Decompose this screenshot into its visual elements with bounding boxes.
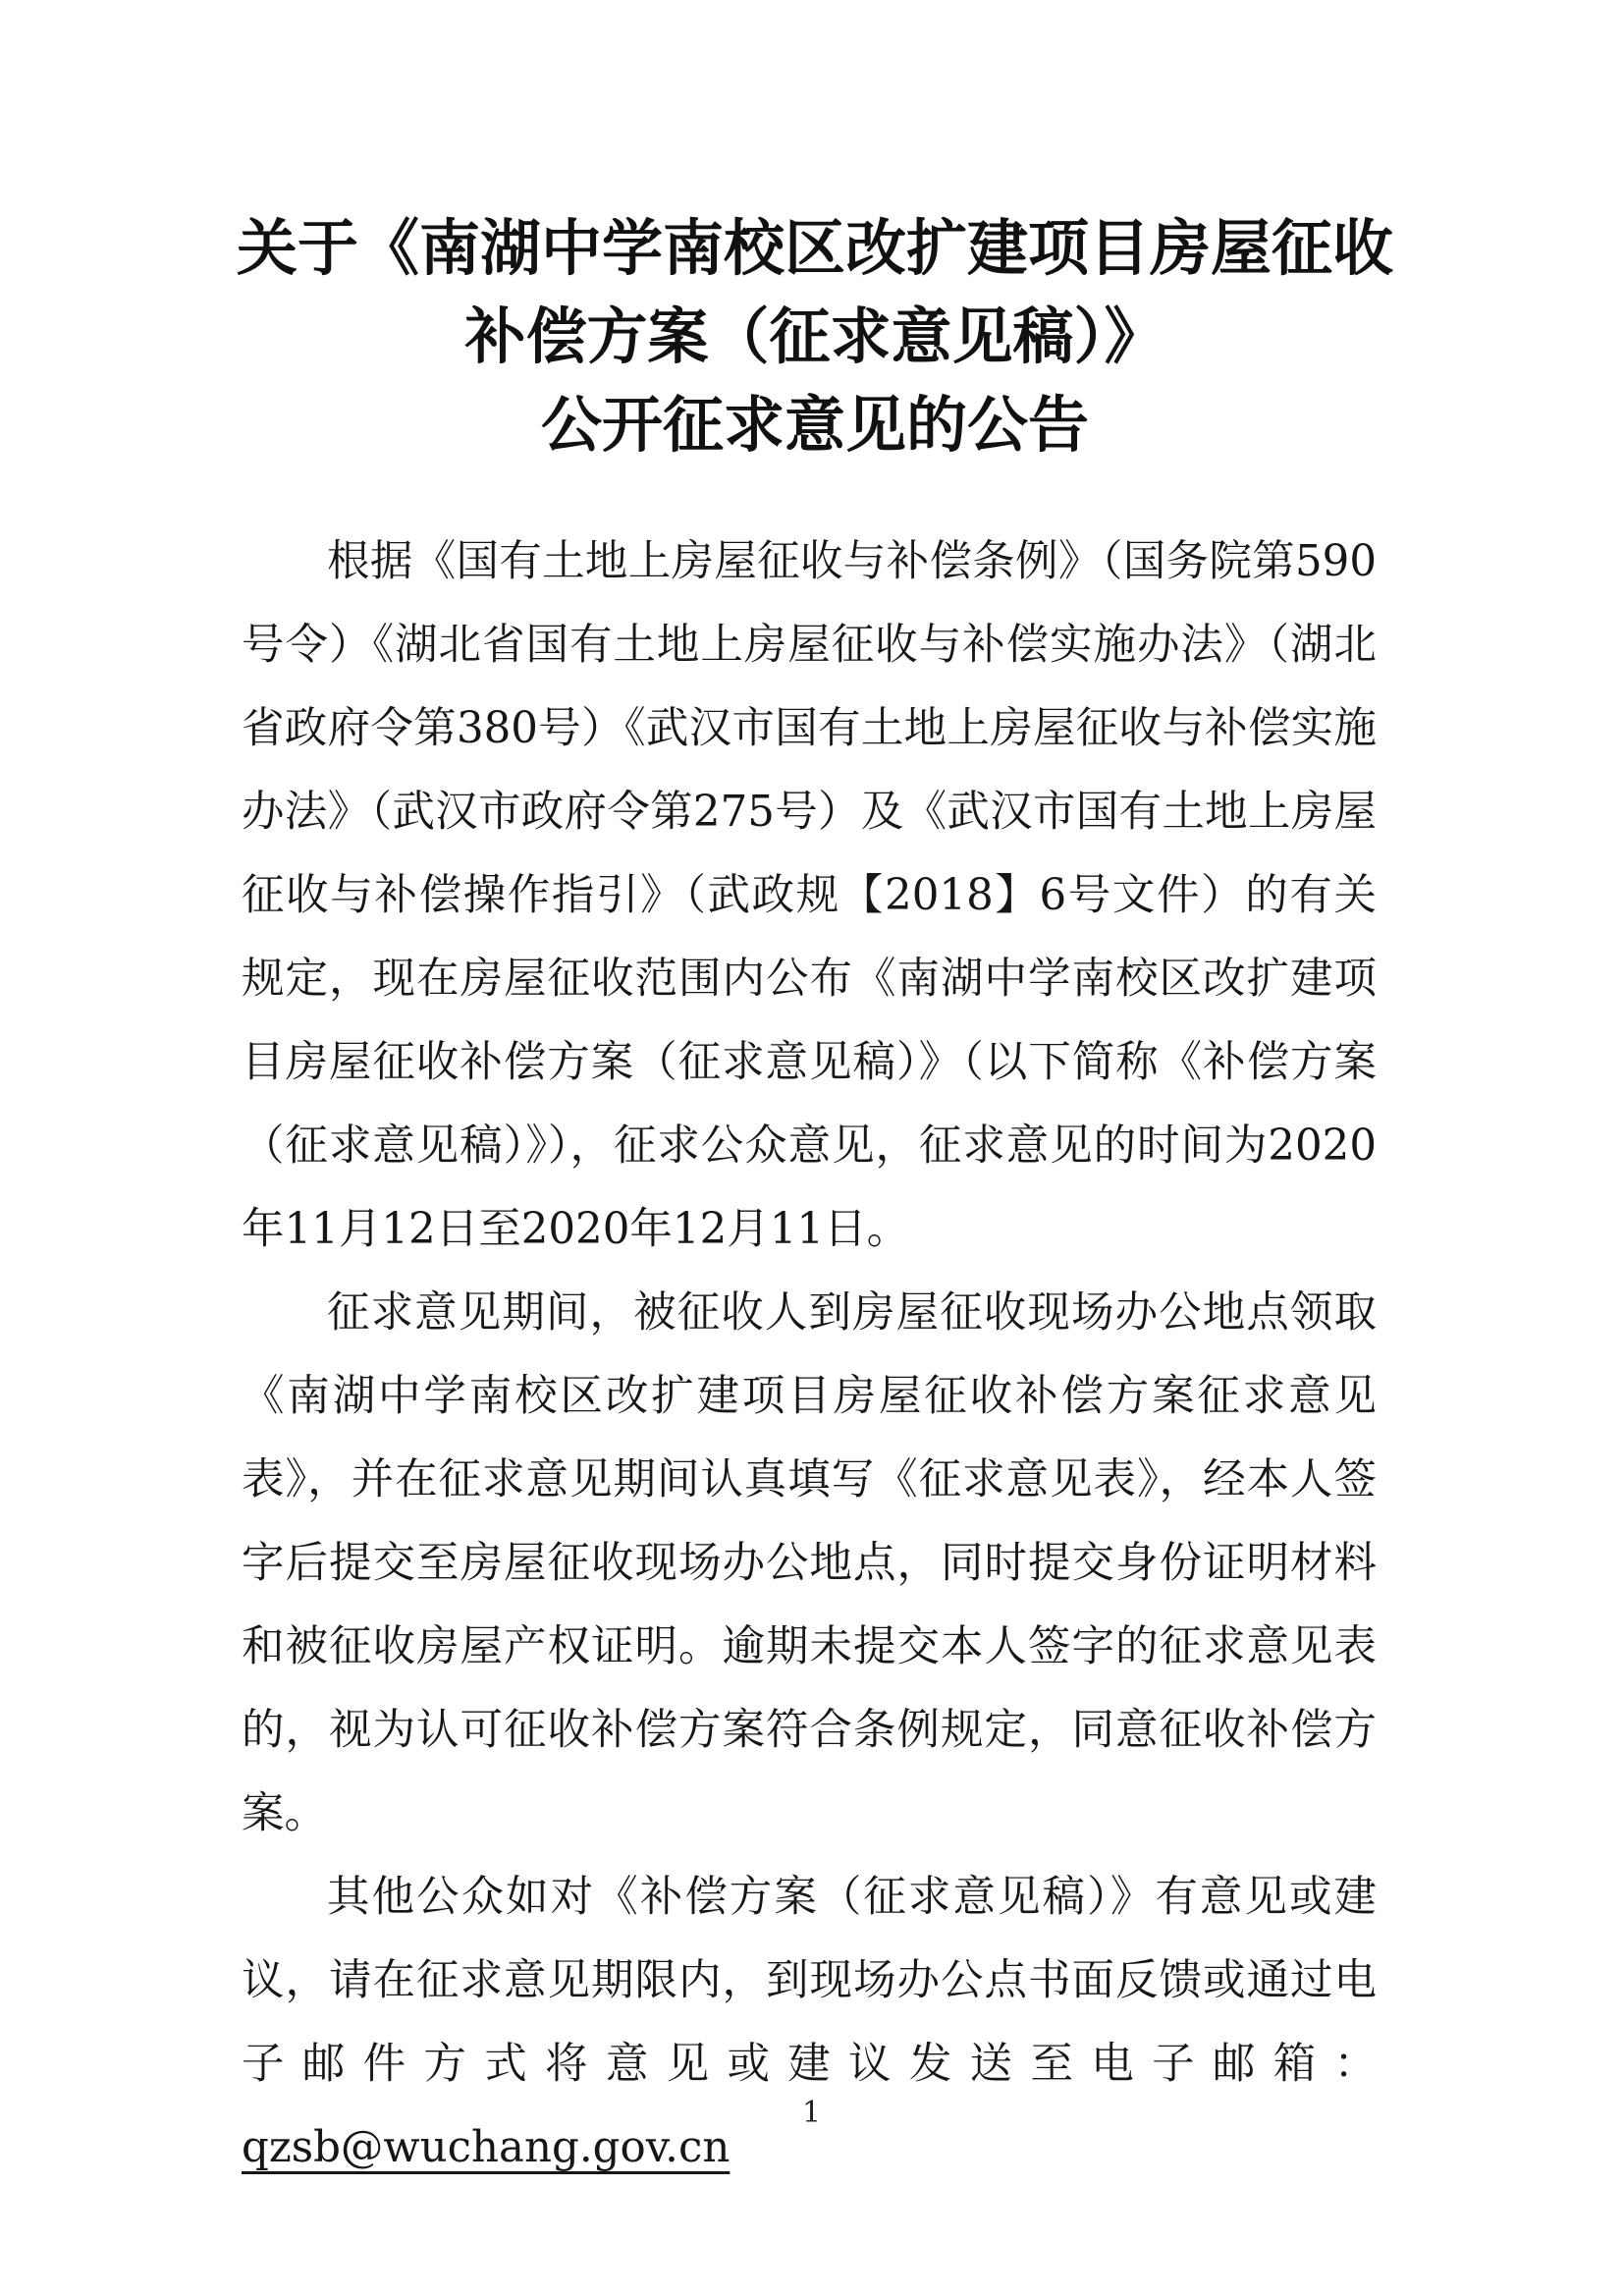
paragraph-legal-basis: 根据《国有土地上房屋征收与补偿条例》（国务院第590号令）《湖北省国有土地上房屋征收与补偿实施办法》（湖北省政府令第380号）《武汉市国有土地上房屋征收与补偿实施办法》（武汉市政府令第275号）及《武汉市国有土地上房屋征收与补偿操作指引》（武政规【2018】6号文件）的有关规定，现在房屋征收范围内公布《南湖中学南校区改扩建项目房屋征收补偿方案（征求意见稿）》（以下简称《补偿方案（征求意见稿）》），征求公众意见，征求意见的时间为2020年11月12日至2020年12月11日。: [242, 537, 1377, 1254]
email-link[interactable]: qzsb@wuchang.gov.cn: [242, 2123, 730, 2172]
title-line-2: 补偿方案（征求意见稿）》: [464, 301, 1165, 372]
feedback-text: 其他公众如对《补偿方案（征求意见稿）》有意见或建议，请在征求意见期限内，到现场办公点书面反馈或通过电子邮件方式将意见或建议发送至电子邮箱：: [242, 1873, 1377, 2089]
document-body: [242, 520, 1377, 2190]
title-line-3: 公开征求意见的公告: [540, 389, 1089, 461]
title-line-1: 关于《南湖中学南校区改扩建项目房屋征收: [236, 212, 1393, 284]
paragraph-public-feedback: [242, 1856, 1377, 2190]
paragraph-comment-procedure: 征求意见期间，被征收人到房屋征收现场办公地点领取《南湖中学南校区改扩建项目房屋征收补偿方案征求意见表》，并在征求意见期间认真填写《征求意见表》，经本人签字后提交至房屋征收现场办公地点，同时提交身份证明材料和被征收房屋产权证明。逾期未提交本人签字的征求意见表的，视为认可征收补偿方案符合条例规定，同意征收补偿方案。: [242, 1288, 1377, 1838]
document-title: [236, 204, 1394, 469]
page-number: 1: [801, 2096, 822, 2130]
